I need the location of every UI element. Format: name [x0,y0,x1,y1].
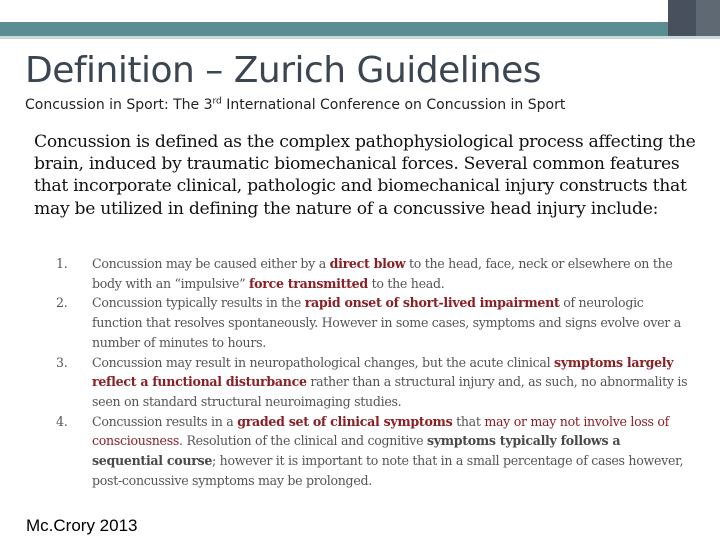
list-item [56,293,688,352]
slide-subtitle [25,97,565,113]
item-text: that [452,413,485,429]
subtitle-suffix: International Conference on Concussion in Sport [221,97,566,113]
item-text: to the head. [367,275,445,291]
item-text: to the head, face, neck or elsewhere on the body with an “impulsive” [92,256,673,291]
item-text: Concussion may be caused either by a [92,256,330,271]
list-item [56,353,688,412]
intro-paragraph: Concussion is defined as the complex pathophysiological process affecting the brain, induced by traumatic biomechanical forces. Several common features that incorporate clinical, pathologic and biomechanical injury constructs that may be utilized in defining the nature of a concussive head injury include: [34,132,696,219]
item-highlight: symptoms largely reflect a functional disturbance [92,354,674,390]
header-corner-block-light [696,0,720,36]
list-number: 4. [56,413,68,429]
subtitle-prefix: Concussion in Sport: The 3 [25,97,213,113]
item-text: Concussion may result in neuropathological changes, but the acute clinical [92,354,555,370]
item-highlight: graded set of clinical symptoms [237,413,453,429]
list-item [56,254,688,293]
list-number: 1. [56,256,68,271]
item-highlight-plain: may or may not involve loss of consciousness [92,413,670,449]
citation-footer: Mc.Crory 2013 [26,516,138,535]
list-number: 3. [56,354,68,370]
item-text: . Resolution of the clinical and cognitive [179,433,427,449]
item-text: Concussion typically results in the [92,295,305,311]
header-accent-line [0,36,720,39]
subtitle-sup: rd [212,96,222,107]
item-text: Concussion results in a [92,413,238,429]
item-text: rather than a structural injury and, as such, no abnormality is seen on standard structural neuroimaging studies. [92,374,688,409]
item-text: of neurologic function that resolves spontaneously. However in some cases, symptoms and signs evolve over a number of minutes to hours. [92,295,681,350]
item-highlight: force transmitted [249,275,368,291]
item-highlight-bold: symptoms typically follows a sequential course [92,433,621,469]
slide-top-area [0,0,720,24]
slide-title: Definition – Zurich Guidelines [25,50,541,91]
item-highlight: rapid onset of short-lived impairment [304,295,560,311]
list-number: 2. [56,295,68,311]
header-accent-band [0,22,720,36]
item-text: ; however it is important to note that in a small percentage of cases however, post-concussive symptoms may be prolonged. [92,453,684,488]
list-item [56,412,688,491]
criteria-list [56,254,688,490]
item-highlight: direct blow [329,256,406,271]
